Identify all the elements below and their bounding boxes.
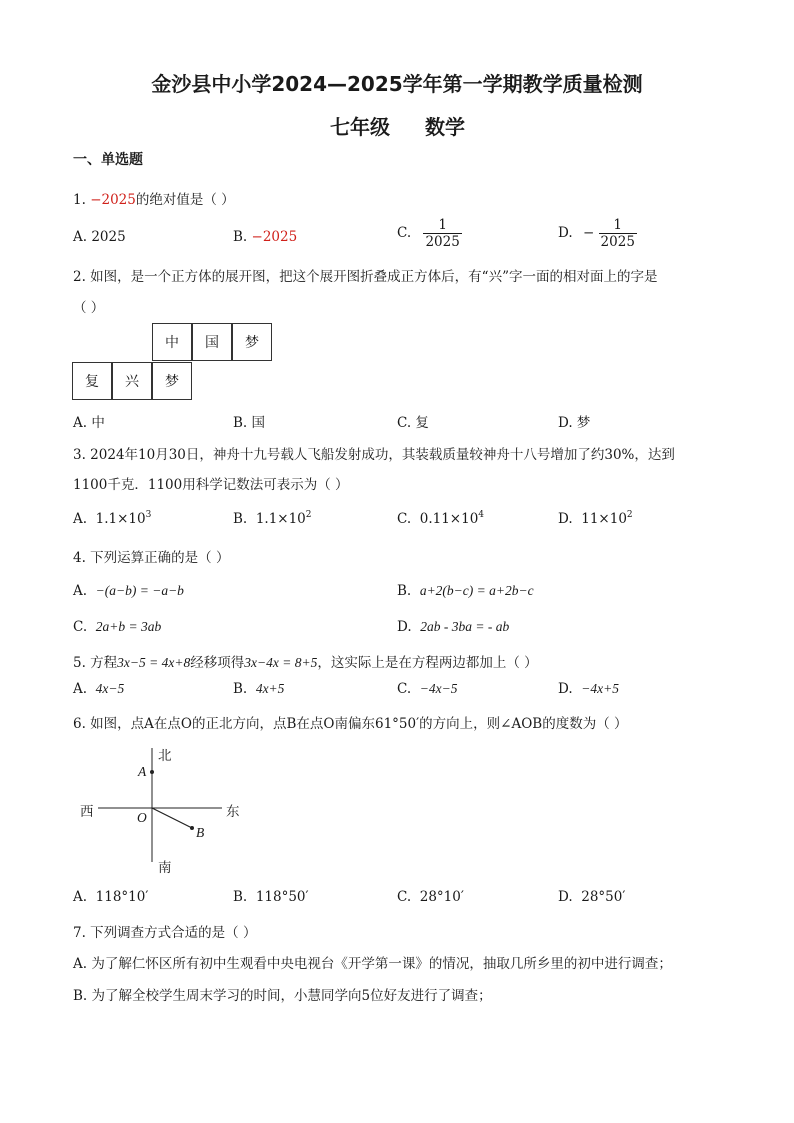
q6-option-a[interactable] xyxy=(73,889,148,905)
net-cell-top-1: 中 xyxy=(152,323,192,361)
option-label: C. xyxy=(73,619,88,635)
option-label: D. xyxy=(558,681,573,697)
option-label: D. xyxy=(558,225,573,241)
q7-option-a[interactable]: A. 为了解仁怀区所有初中生观看中央电视台《开学第一课》的情况，抽取几所乡里的初中进行调查； xyxy=(73,956,672,972)
net-cell-bottom-1: 复 xyxy=(72,362,112,400)
denominator: 2025 xyxy=(425,234,460,250)
option-expression: 4x+5 xyxy=(255,681,285,696)
option-label: C. xyxy=(397,681,412,697)
section-heading: 一、单选题 xyxy=(73,152,143,168)
option-label: A. xyxy=(73,681,88,697)
option-exponent: 2 xyxy=(626,510,633,520)
option-exponent: 2 xyxy=(305,510,312,520)
option-text: 118°50′ xyxy=(255,889,309,905)
option-label: B. xyxy=(233,229,248,245)
option-base: 0.11×10 xyxy=(419,511,479,527)
q5-stem-pre: 5. 方程 xyxy=(73,655,118,671)
option-base: 11×10 xyxy=(581,511,627,527)
net-cell-bottom-3: 梦 xyxy=(152,362,192,400)
option-expression: −(a−b) = −a−b xyxy=(95,583,184,598)
option-label: D. xyxy=(397,619,412,635)
q2-option-b[interactable]: B. 国 xyxy=(233,415,266,431)
option-label: B. xyxy=(233,511,248,527)
q2-option-d[interactable]: D. 梦 xyxy=(558,415,591,431)
option-text: −2025 xyxy=(251,229,298,245)
q2-option-c[interactable]: C. 复 xyxy=(397,415,429,431)
option-label: A. xyxy=(73,889,88,905)
option-label: B. xyxy=(233,681,248,697)
q5-equation-2: 3x−4x = 8+5 xyxy=(244,655,318,670)
q1-value: −2025 xyxy=(90,192,136,208)
question-7: 7. 下列调查方式合适的是（ ） xyxy=(73,925,257,941)
subtitle-grade: 七年级 xyxy=(330,115,390,139)
net-cell-top-2: 国 xyxy=(192,323,232,361)
q5-stem-mid: 经移项得 xyxy=(190,655,245,671)
label-b: B xyxy=(196,825,205,840)
option-label: D. xyxy=(558,511,573,527)
q5-stem-post: ，这实际上是在方程两边都加上（ ） xyxy=(317,655,538,671)
label-south: 南 xyxy=(158,860,172,876)
option-expression: 4x−5 xyxy=(95,681,125,696)
q1-number: 1. xyxy=(73,192,86,208)
net-cell-top-3: 梦 xyxy=(232,323,272,361)
net-cell-bottom-2: 兴 xyxy=(112,362,152,400)
option-label: A. xyxy=(73,229,88,245)
q6-option-c[interactable] xyxy=(397,889,464,905)
option-expression: 2ab - 3ba = - ab xyxy=(420,619,510,634)
q1-text: 的绝对值是（ ） xyxy=(135,192,235,208)
label-east: 东 xyxy=(226,804,240,820)
option-label: B. xyxy=(233,889,248,905)
q5-equation-1: 3x−5 = 4x+8 xyxy=(117,655,191,670)
ray-ob xyxy=(152,808,192,828)
option-text: 118°10′ xyxy=(95,889,149,905)
label-west: 西 xyxy=(80,804,94,820)
point-a xyxy=(150,770,154,774)
option-expression: 2a+b = 3ab xyxy=(95,619,162,634)
option-expression: −4x+5 xyxy=(581,681,619,696)
option-label: C. xyxy=(397,511,412,527)
question-2-line1: 2. 如图，是一个正方体的展开图，把这个展开图折叠成正方体后，有“兴”字一面的相对面上的字是 xyxy=(73,269,658,285)
subtitle-subject: 数学 xyxy=(425,115,465,139)
option-label: C. xyxy=(397,889,412,905)
option-label: C. xyxy=(397,225,412,241)
option-exponent: 4 xyxy=(478,510,485,520)
numerator: 1 xyxy=(438,217,447,233)
option-label: B. xyxy=(397,583,412,599)
minus-sign: − xyxy=(582,225,595,241)
question-6: 6. 如图，点A在点O的正北方向，点B在点O南偏东61°50′的方向上，则∠AOB的度数为（ ） xyxy=(73,716,628,732)
option-label: D. xyxy=(558,889,573,905)
question-2-line2: （ ） xyxy=(73,300,105,316)
option-text: 28°10′ xyxy=(419,889,464,905)
question-3-line1: 3. 2024年10月30日，神舟十九号载人飞船发射成功，其装载质量较神舟十八号增加了约30%，达到 xyxy=(73,447,675,463)
question-3-line2: 1100千克．1100用科学记数法可表示为（ ） xyxy=(73,477,349,493)
label-a: A xyxy=(138,764,147,779)
option-exponent: 3 xyxy=(145,510,152,520)
q6-option-d[interactable] xyxy=(558,889,625,905)
label-o: O xyxy=(137,810,147,825)
numerator: 1 xyxy=(613,217,623,233)
q6-option-b[interactable] xyxy=(233,889,309,905)
q2-option-a[interactable]: A. 中 xyxy=(73,415,105,431)
question-4: 4. 下列运算正确的是（ ） xyxy=(73,550,230,566)
option-label: A. xyxy=(73,511,88,527)
option-expression: a+2(b−c) = a+2b−c xyxy=(419,583,534,598)
option-base: 1.1×10 xyxy=(255,511,306,527)
q7-option-b[interactable]: B. 为了解全校学生周末学习的时间，小慧同学向5位好友进行了调查； xyxy=(73,988,492,1004)
option-text: 2025 xyxy=(91,229,126,245)
option-base: 1.1×10 xyxy=(95,511,146,527)
option-expression: −4x−5 xyxy=(419,681,458,696)
page-title: 金沙县中小学2024—2025学年第一学期教学质量检测 xyxy=(151,72,643,96)
denominator: 2025 xyxy=(600,234,635,250)
label-north: 北 xyxy=(158,748,172,764)
point-b xyxy=(190,826,194,830)
option-label: A. xyxy=(73,583,88,599)
option-text: 28°50′ xyxy=(581,889,626,905)
